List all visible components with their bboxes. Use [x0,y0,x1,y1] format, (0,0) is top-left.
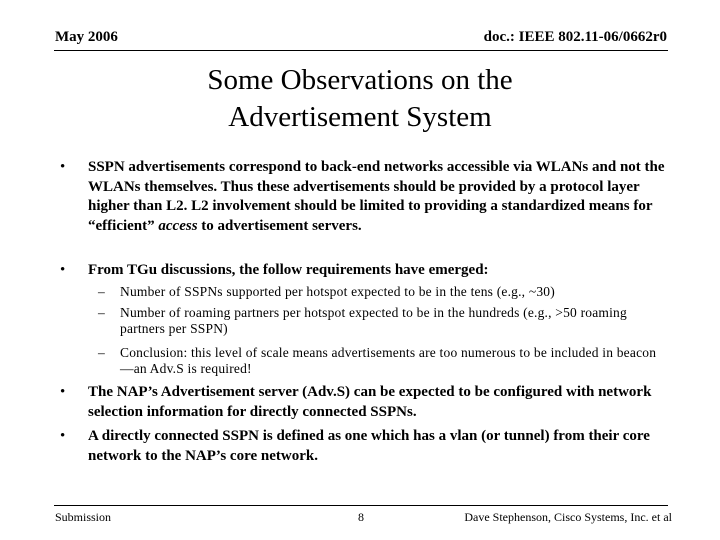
sub-bullet-3: Conclusion: this level of scale means advertisements are too numerous to be included in beacon—an Adv.S is required! [120,345,657,376]
footer-submission: Submission [55,510,112,524]
sub-bullet-marker: – [98,305,105,320]
footer-page-number: 8 [358,510,364,524]
footer-author: Dave Stephenson, Cisco Systems, Inc. et al [464,510,672,524]
header-date: May 2006 [55,29,118,45]
header-doc-id: doc.: IEEE 802.11-06/0662r0 [483,29,667,45]
bullet-2: From TGu discussions, the follow requirements have emerged: [88,262,489,278]
bullet-1-text: SSPN advertisements correspond to back-end networks accessible via WLANs and not the WLANs themselves. Thus these advertisements should be provided by a protocol layer higher than L2. L2 involvement should be limited to providing a standardized means for “efficient” [88,159,665,234]
footer-rule [54,505,668,506]
bullet-4: A directly connected SSPN is defined as one which has a vlan (or tunnel) from their core network to the NAP’s core network. [88,428,650,464]
bullet-marker: • [60,384,66,400]
bullet-marker: • [60,262,66,278]
bullet-1 [88,158,673,236]
bullet-marker: • [60,428,66,444]
bullet-1-text-end: to advertisement servers. [197,217,362,234]
bullet-marker: • [60,159,66,175]
sub-bullet-marker: – [98,345,105,360]
title-line-2: Advertisement System [228,101,492,133]
bullet-3: The NAP’s Advertisement server (Adv.S) can be expected to be configured with network selection information for directly connected SSPNs. [88,384,652,420]
slide-title [0,62,720,136]
bullet-1-emphasis: access [158,217,198,234]
sub-bullet-2: Number of roaming partners per hotspot expected to be in the hundreds (e.g., >50 roaming partners per SSPN) [120,305,627,336]
sub-bullet-1: Number of SSPNs supported per hotspot expected to be in the tens (e.g., ~30) [120,284,555,299]
sub-bullet-marker: – [98,284,105,299]
header-rule [54,50,668,51]
title-line-1: Some Observations on the [207,64,513,96]
